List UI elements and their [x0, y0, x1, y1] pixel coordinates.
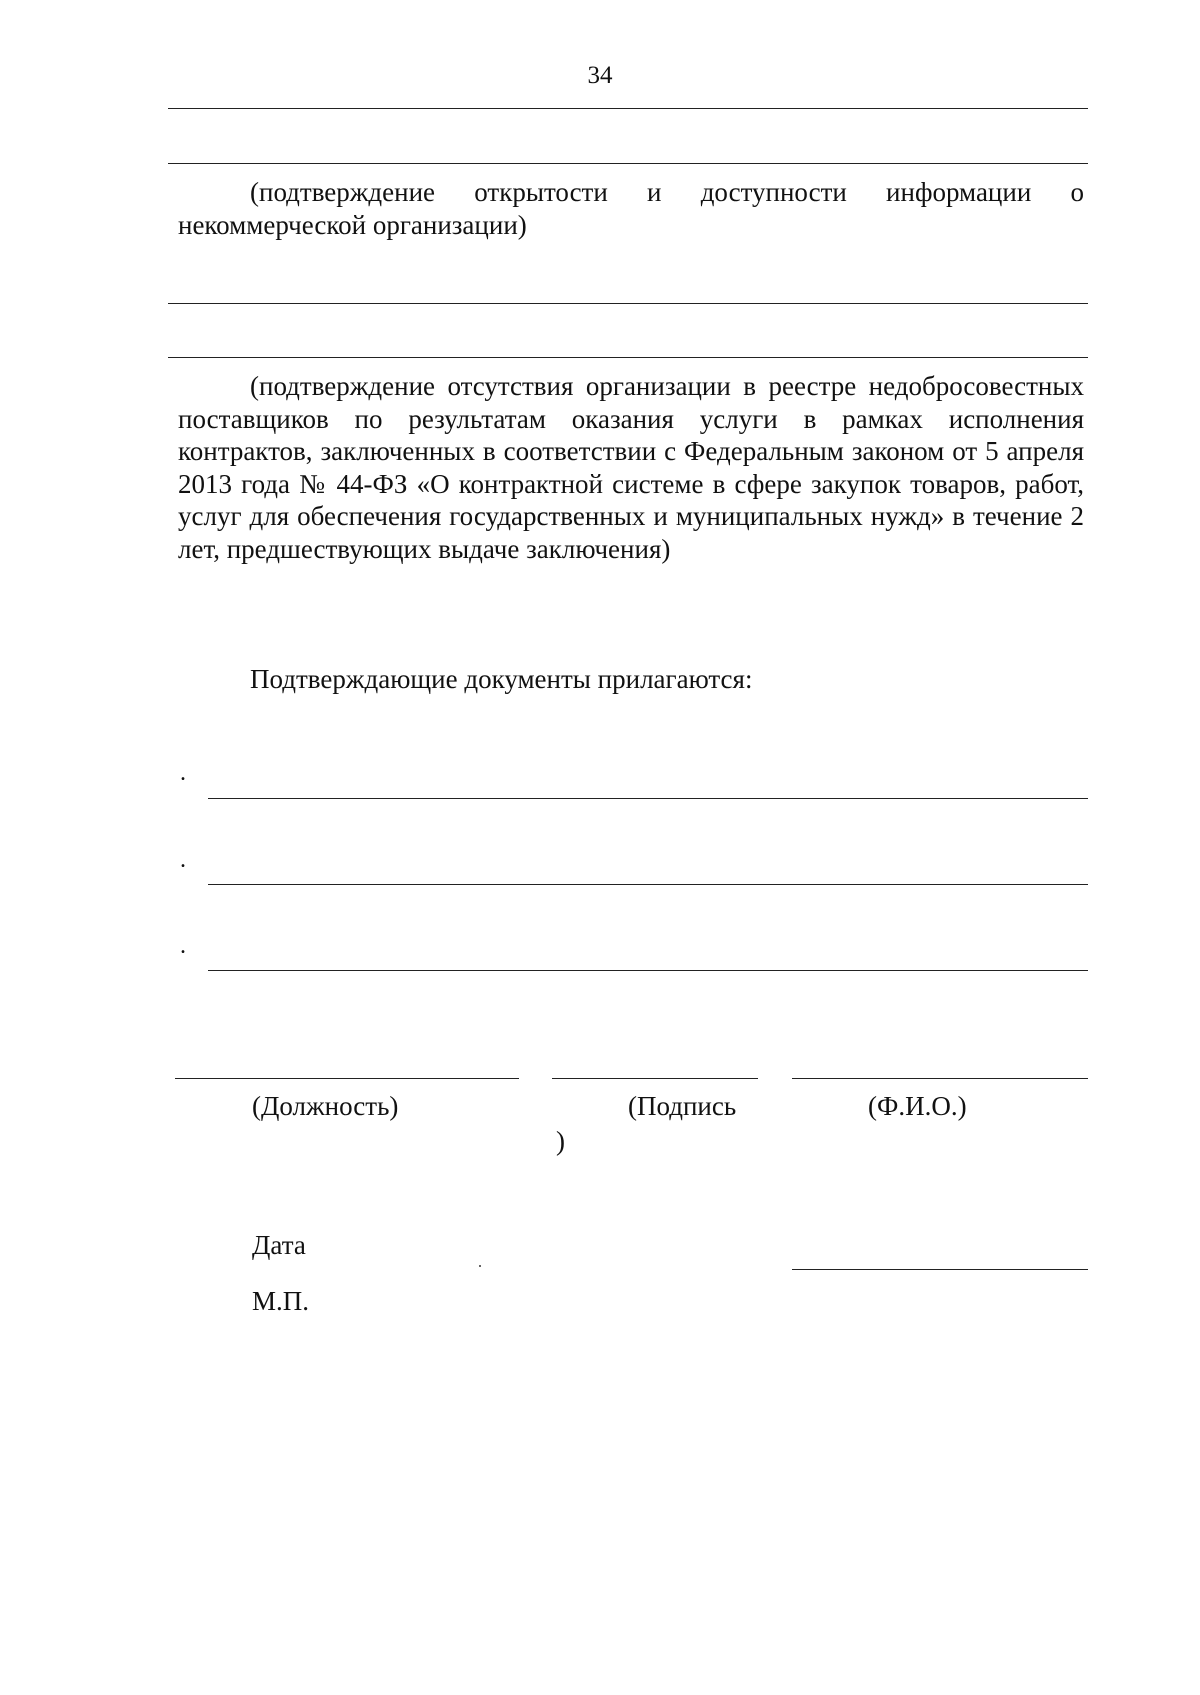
registry-caption: (подтверждение отсутствия организации в реестре недобросовестных поставщиков по результатам оказания услуги в рамках исполнения контрактов, заключенных в соответствии с Федеральным законом от 5 апреля 2013 года № 44-ФЗ «О контрактной системе в сфере закупок товаров, работ, услуг для обеспечения государственных и муниципальных нужд» в течение 2 лет, предшествующих выдаче заключения) [178, 371, 1084, 564]
attachment-bullet-3: . [180, 933, 186, 959]
blank-line-1 [168, 108, 1088, 109]
stamp-label: М.П. [252, 1286, 310, 1316]
position-line [175, 1078, 519, 1079]
signature-label: (Подпись [628, 1091, 737, 1121]
name-label: (Ф.И.О.) [868, 1091, 967, 1121]
openness-caption: (подтверждение открытости и доступности информации о некоммерческой организации) [178, 177, 1084, 240]
date-label: Дата [252, 1230, 306, 1260]
attachment-line-2 [208, 884, 1088, 885]
attachment-bullet-1: . [180, 760, 186, 786]
attachment-line-1 [208, 798, 1088, 799]
signature-label-close: ) [556, 1126, 565, 1156]
signature-line [552, 1078, 758, 1079]
attachment-bullet-2: . [180, 847, 186, 873]
blank-line-2 [168, 163, 1088, 164]
attachment-line-3 [208, 970, 1088, 971]
attachments-heading: Подтверждающие документы прилагаются: [250, 664, 753, 694]
date-line [792, 1269, 1088, 1270]
name-line [792, 1078, 1088, 1079]
scan-speck [479, 1265, 481, 1267]
blank-line-3 [168, 303, 1088, 304]
blank-line-4 [168, 357, 1088, 358]
position-label: (Должность) [252, 1091, 399, 1121]
page-number: 34 [587, 62, 613, 89]
